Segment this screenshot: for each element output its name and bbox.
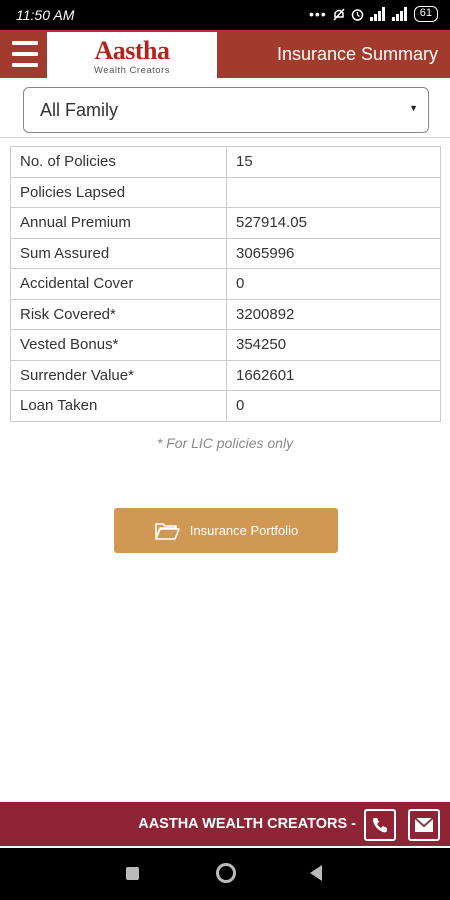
- menu-icon[interactable]: [12, 39, 38, 69]
- battery-icon: 61: [414, 6, 438, 22]
- footer-text: AASTHA WEALTH CREATORS -: [138, 816, 356, 832]
- summary-label: Surrender Value*: [11, 360, 227, 391]
- summary-label: Risk Covered*: [11, 299, 227, 330]
- recents-icon[interactable]: [126, 867, 139, 880]
- signal-icon: [370, 7, 386, 21]
- summary-value: 0: [227, 391, 441, 422]
- mail-icon: [414, 817, 434, 833]
- summary-row: [11, 330, 441, 361]
- back-icon[interactable]: [310, 865, 322, 881]
- phone-icon: [371, 816, 389, 834]
- status-icons: [309, 6, 438, 22]
- summary-label: Sum Assured: [11, 238, 227, 269]
- summary-value: 527914.05: [227, 208, 441, 239]
- brand-logo: [47, 32, 217, 78]
- summary-row: [11, 299, 441, 330]
- app-header: [0, 30, 450, 78]
- insurance-portfolio-label: Insurance Portfolio: [189, 523, 299, 538]
- summary-value: [227, 177, 441, 208]
- logo-text: Aastha: [94, 36, 170, 65]
- summary-value: 1662601: [227, 360, 441, 391]
- summary-row: [11, 238, 441, 269]
- family-select-value: All Family: [40, 100, 119, 120]
- lic-footnote: * For LIC policies only: [156, 435, 294, 451]
- home-icon[interactable]: [216, 863, 236, 883]
- caret-down-icon: ▼: [409, 103, 418, 113]
- mail-button[interactable]: [408, 809, 440, 841]
- summary-label: Accidental Cover: [11, 269, 227, 300]
- summary-value: 0: [227, 269, 441, 300]
- system-nav-bar: [0, 848, 450, 900]
- summary-row: [11, 360, 441, 391]
- summary-row: [11, 208, 441, 239]
- summary-label: Annual Premium: [11, 208, 227, 239]
- alarm-icon: [351, 8, 364, 21]
- insurance-portfolio-button[interactable]: [114, 508, 338, 553]
- mute-icon: [333, 8, 345, 21]
- summary-row: [11, 177, 441, 208]
- summary-row: [11, 147, 441, 178]
- family-select[interactable]: [23, 87, 429, 133]
- dots-icon: •••: [309, 6, 327, 22]
- signal-icon: [392, 7, 408, 21]
- phone-button[interactable]: [364, 809, 396, 841]
- summary-table: [10, 146, 441, 422]
- status-time: 11:50 AM: [16, 7, 75, 23]
- summary-label: Loan Taken: [11, 391, 227, 422]
- summary-value: 3200892: [227, 299, 441, 330]
- page-title: Insurance Summary: [276, 44, 438, 64]
- folder-icon: [154, 521, 180, 541]
- summary-value: 354250: [227, 330, 441, 361]
- summary-row: [11, 269, 441, 300]
- summary-value: 15: [227, 147, 441, 178]
- summary-label: No. of Policies: [11, 147, 227, 178]
- summary-row: [11, 391, 441, 422]
- summary-value: 3065996: [227, 238, 441, 269]
- contact-footer: [0, 802, 450, 846]
- summary-label: Vested Bonus*: [11, 330, 227, 361]
- summary-label: Policies Lapsed: [11, 177, 227, 208]
- filter-bar: [0, 78, 450, 138]
- status-bar: [0, 0, 450, 30]
- logo-tagline: Wealth Creators: [94, 65, 170, 76]
